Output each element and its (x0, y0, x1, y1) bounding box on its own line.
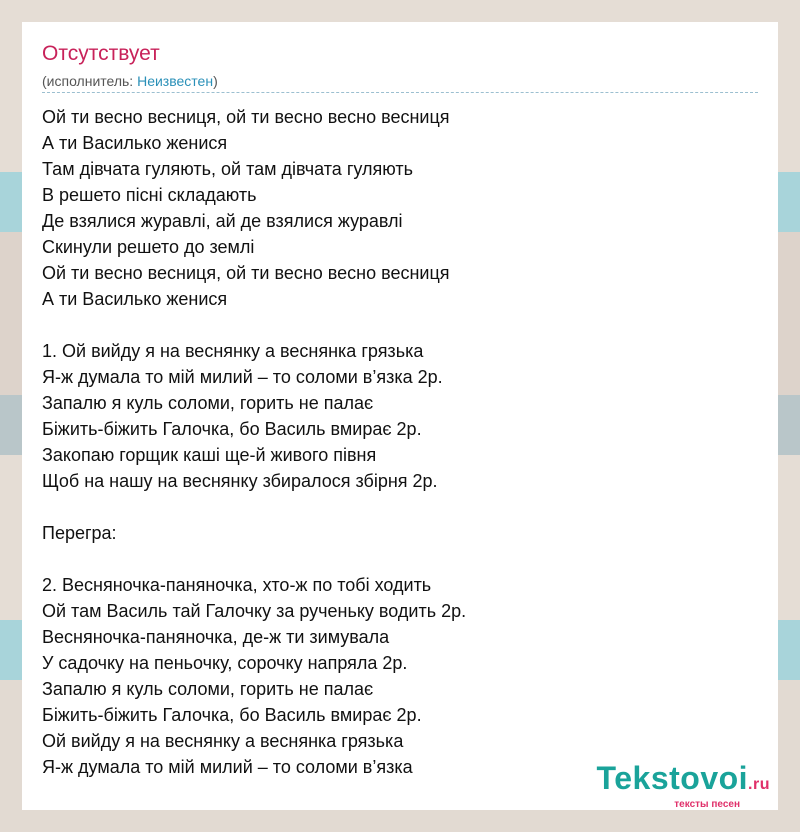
lyric-line: Там дівчата гуляють, ой там дівчата гуляють (42, 159, 413, 179)
site-logo[interactable] (597, 762, 770, 810)
lyric-line: Скинули решето до землі (42, 237, 255, 257)
lyric-line: Ой ти весно весниця, ой ти весно весно весниця (42, 263, 450, 283)
song-meta (42, 73, 758, 93)
logo-brand (597, 762, 770, 801)
lyric-line: 1. Ой вийду я на веснянку а веснянка грязька (42, 341, 424, 361)
lyric-line: У садочку на пеньочку, сорочку напряла 2р. (42, 653, 408, 673)
lyric-line (42, 312, 466, 338)
meta-prefix: (исполнитель: (42, 73, 138, 89)
lyric-line: Запалю я куль соломи, горить не палає (42, 393, 374, 413)
lyric-line: Біжить-біжить Галочка, бо Василь вмирає 2р. (42, 705, 422, 725)
lyrics-text (42, 104, 466, 780)
lyric-line: Я-ж думала то мій милий – то соломи в’язка (42, 757, 413, 777)
lyric-line: Ой ти весно весниця, ой ти весно весно весниця (42, 107, 450, 127)
lyric-line: Я-ж думала то мій милий – то соломи в’язка 2р. (42, 367, 443, 387)
lyric-line (42, 494, 466, 520)
logo-tld: .ru (748, 776, 770, 793)
lyric-line: Де взялися журавлі, ай де взялися журавлі (42, 211, 403, 231)
lyric-line: Ой там Василь тай Галочку за рученьку водить 2р. (42, 601, 467, 621)
lyric-line: Закопаю горщик каші ще-й живого півня (42, 445, 377, 465)
artist-link[interactable]: Неизвестен (137, 73, 214, 89)
lyric-line: Перегра: (42, 523, 117, 543)
song-title: Отсутствует (42, 42, 160, 65)
lyric-line: Щоб на нашу на веснянку збиралося збірня 2р. (42, 471, 438, 491)
meta-suffix: ) (213, 73, 218, 89)
lyric-line: А ти Василько женися (42, 289, 228, 309)
lyrics-card (22, 22, 778, 810)
lyric-line: Ой вийду я на веснянку а веснянка грязька (42, 731, 404, 751)
lyric-line (42, 546, 466, 572)
logo-brand-name: Tekstovoi (596, 760, 749, 796)
logo-tagline: тексты песен (674, 799, 740, 810)
lyric-line: 2. Весняночка-паняночка, хто-ж по тобі ходить (42, 575, 432, 595)
lyric-line: А ти Василько женися (42, 133, 228, 153)
lyric-line: Весняночка-паняночка, де-ж ти зимувала (42, 627, 390, 647)
lyric-line: Біжить-біжить Галочка, бо Василь вмирає 2р. (42, 419, 422, 439)
lyric-line: В решето пісні складають (42, 185, 257, 205)
lyric-line: Запалю я куль соломи, горить не палає (42, 679, 374, 699)
